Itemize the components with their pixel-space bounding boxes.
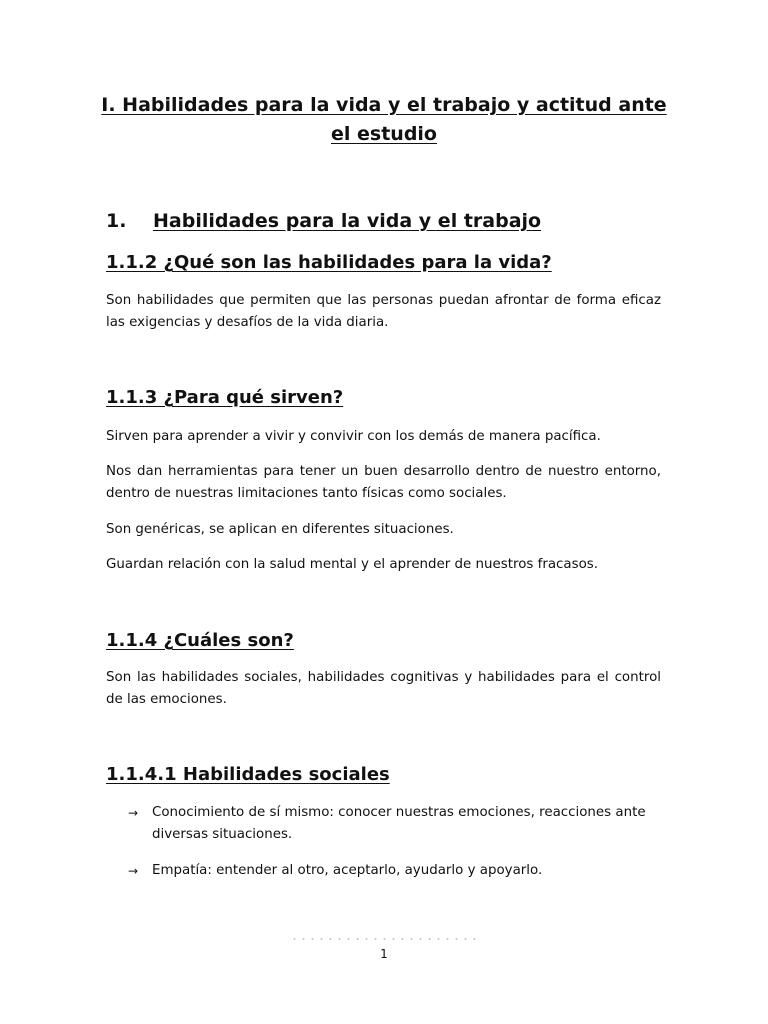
- paragraph-1-1-4: Son las habilidades sociales, habilidades cognitivas y habilidades para el control de las emociones.: [106, 670, 661, 707]
- document-title: I. Habilidades para la vida y el trabajo y actitud ante el estudio: [101, 94, 667, 145]
- paragraph-1-1-3-b: Nos dan herramientas para tener un buen desarrollo dentro de nuestro entorno, dentro de nuestras limitaciones tanto físicas como sociales.: [106, 464, 661, 501]
- heading-1-1-4: 1.1.4 ¿Cuáles son?: [106, 630, 294, 651]
- heading-1-1-2: 1.1.2 ¿Qué son las habilidades para la vida?: [106, 252, 552, 273]
- arrow-right-icon: →: [128, 864, 139, 878]
- bullet-text: Empatía: entender al otro, aceptarlo, ayudarlo y apoyarlo.: [152, 863, 543, 878]
- heading-1-1-4-1: 1.1.4.1 Habilidades sociales: [106, 764, 390, 785]
- paragraph-1-1-3-c: Son genéricas, se aplican en diferentes situaciones.: [106, 522, 454, 537]
- section-1-title: Habilidades para la vida y el trabajo: [153, 210, 542, 232]
- bullet-item: [128, 802, 662, 846]
- page-number: 1: [380, 947, 388, 961]
- section-1-heading: [106, 208, 541, 234]
- bullet-text: Conocimiento de sí mismo: conocer nuestras emociones, reacciones ante diversas situaciones.: [152, 805, 646, 842]
- arrow-right-icon: →: [128, 806, 139, 820]
- paragraph-1-1-3-a: Sirven para aprender a vivir y convivir con los demás de manera pacífica.: [106, 429, 601, 444]
- bullet-item: [128, 860, 662, 882]
- section-1-number: 1.: [106, 210, 127, 232]
- paragraph-1-1-3-d: Guardan relación con la salud mental y el aprender de nuestros fracasos.: [106, 557, 599, 572]
- footer-divider: [290, 937, 480, 941]
- paragraph-1-1-2: Son habilidades que permiten que las personas puedan afrontar de forma eficaz las exigencias y desafíos de la vida diaria.: [106, 293, 661, 330]
- heading-1-1-3: 1.1.3 ¿Para qué sirven?: [106, 387, 344, 408]
